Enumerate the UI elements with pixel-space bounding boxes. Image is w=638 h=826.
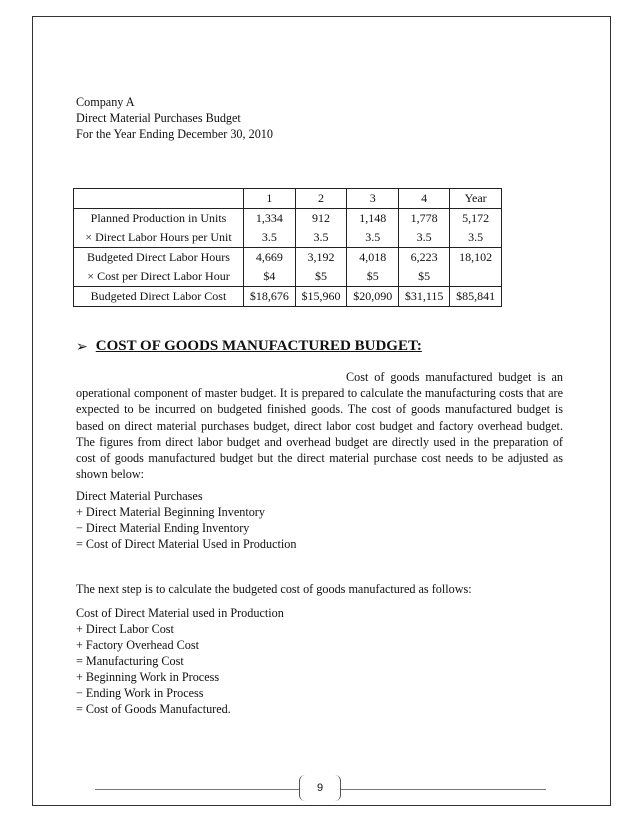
table-header-cell: Year: [450, 189, 502, 209]
list-item: − Ending Work in Process: [76, 686, 204, 700]
table-header-cell: 3: [347, 189, 399, 209]
table-cell: $4: [244, 267, 296, 287]
table-cell: 912: [295, 209, 347, 229]
section-heading: [76, 338, 422, 355]
list-item: − Direct Material Ending Inventory: [76, 521, 250, 535]
list-item: Cost of Direct Material used in Production: [76, 606, 284, 620]
table-cell: $5: [347, 267, 399, 287]
list-item: + Direct Labor Cost: [76, 622, 174, 636]
table-row: [74, 267, 502, 287]
section-heading-text: COST OF GOODS MANUFACTURED BUDGET:: [95, 338, 422, 354]
table-cell: $15,960: [295, 287, 347, 307]
table-cell: 3.5: [347, 228, 399, 248]
page-number: 9: [299, 775, 341, 801]
table-header-cell: 1: [244, 189, 296, 209]
table-cell: 4,018: [347, 248, 399, 268]
list-item: + Beginning Work in Process: [76, 670, 220, 684]
company-name: Company A: [76, 95, 135, 109]
table-cell: 3,192: [295, 248, 347, 268]
table-row-label: × Cost per Direct Labor Hour: [74, 267, 244, 287]
table-row-label: Budgeted Direct Labor Cost: [74, 287, 244, 307]
footer-divider-right: [341, 789, 546, 790]
table-row: [74, 248, 502, 268]
table-cell: $5: [295, 267, 347, 287]
labor-budget-table: [73, 188, 502, 307]
table-row: [74, 287, 502, 307]
table-cell: $20,090: [347, 287, 399, 307]
table-cell: 3.5: [399, 228, 450, 248]
list-item: = Cost of Goods Manufactured.: [76, 702, 231, 716]
body-paragraph: Cost of goods manufactured budget is an operational component of master budget. It is prepared to calculate the manufacturing costs that are expected to be incurred on budgeted finished goods. The cost of goods manufactured budget is based on direct material purchases budget, direct labor cost budget and factory overhead budget. The figures from direct labor budget and overhead budget are directly used in the preparation of cost of goods manufactured budget but the direct material purchase cost needs to be adjusted as shown below:: [76, 370, 563, 482]
material-adjustment-list: [76, 488, 296, 552]
list-item: + Direct Material Beginning Inventory: [76, 505, 265, 519]
table-header-row: [74, 189, 502, 209]
table-cell: 1,778: [399, 209, 450, 229]
table-cell: 3.5: [244, 228, 296, 248]
table-row-label: × Direct Labor Hours per Unit: [74, 228, 244, 248]
table-cell: $85,841: [450, 287, 502, 307]
table-cell: 3.5: [450, 228, 502, 248]
table-cell: 18,102: [450, 248, 502, 268]
table-row: [74, 209, 502, 229]
list-item: Direct Material Purchases: [76, 489, 203, 503]
table-header-cell: [74, 189, 244, 209]
table-header-cell: 2: [295, 189, 347, 209]
budget-title: Direct Material Purchases Budget: [76, 111, 241, 125]
table-row-label: Planned Production in Units: [74, 209, 244, 229]
list-item: + Factory Overhead Cost: [76, 638, 199, 652]
table-header-cell: 4: [399, 189, 450, 209]
cogm-calculation-list: [76, 605, 284, 717]
table-cell: 4,669: [244, 248, 296, 268]
table-cell: 1,148: [347, 209, 399, 229]
next-step-text: The next step is to calculate the budgeted cost of goods manufactured as follows:: [76, 582, 472, 596]
table-row: [74, 228, 502, 248]
table-cell: $5: [399, 267, 450, 287]
budget-period: For the Year Ending December 30, 2010: [76, 127, 273, 141]
table-cell: 3.5: [295, 228, 347, 248]
table-cell: 6,223: [399, 248, 450, 268]
table-cell: 1,334: [244, 209, 296, 229]
table-cell: [450, 267, 502, 287]
table-cell: $31,115: [399, 287, 450, 307]
arrow-bullet-icon: ➢: [76, 338, 88, 355]
footer-divider-left: [95, 789, 299, 790]
table-row-label: Budgeted Direct Labor Hours: [74, 248, 244, 268]
list-item: = Cost of Direct Material Used in Production: [76, 537, 297, 551]
table-cell: 5,172: [450, 209, 502, 229]
list-item: = Manufacturing Cost: [76, 654, 184, 668]
table-cell: $18,676: [244, 287, 296, 307]
